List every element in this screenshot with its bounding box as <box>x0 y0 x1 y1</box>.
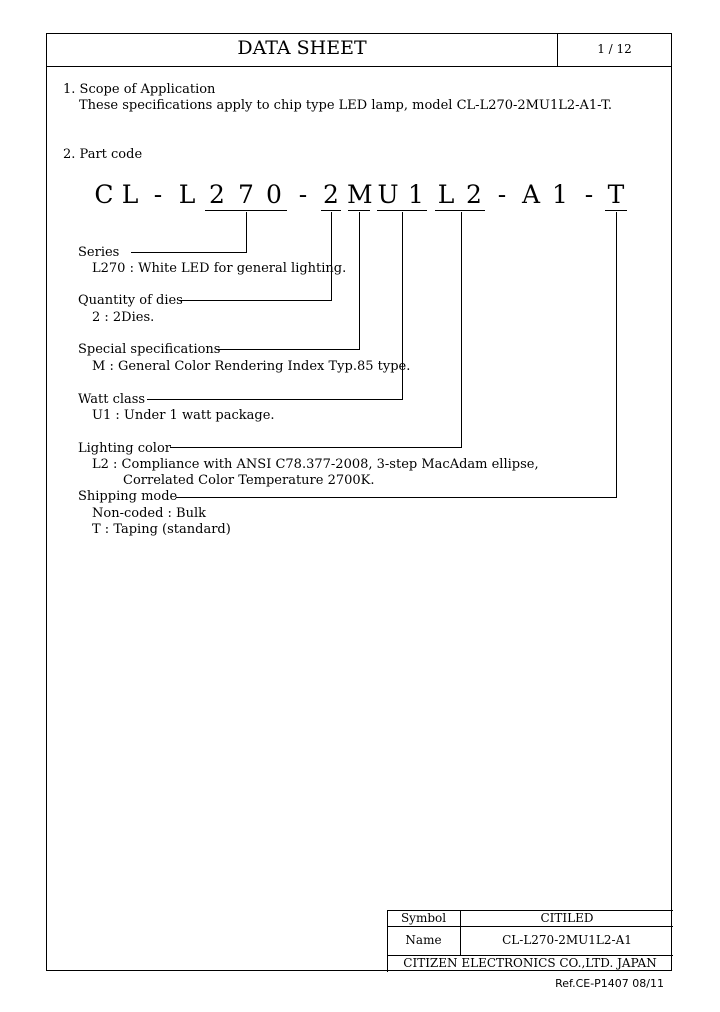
reference-code: Ref.CE-P1407 08/11 <box>555 977 664 990</box>
part-char: 2 <box>323 180 339 209</box>
part-char: - <box>497 180 507 209</box>
leader-special-v <box>359 212 360 349</box>
leader-color-v <box>461 212 462 447</box>
field-desc-special: M : General Color Rendering Index Typ.85 type. <box>92 359 411 374</box>
underline-watt <box>377 210 427 211</box>
part-char: L <box>437 180 455 209</box>
section-1-body: These specifications apply to chip type LED lamp, model CL-L270-2MU1L2-A1-T. <box>79 98 612 113</box>
leader-special-h <box>216 349 360 350</box>
leader-series-h <box>131 252 247 253</box>
part-char: A <box>521 180 541 209</box>
part-char: L <box>121 180 139 209</box>
leader-shipping-h <box>176 497 617 498</box>
leader-color-h <box>170 447 462 448</box>
tb-row-divider-1 <box>387 926 673 927</box>
part-char: L <box>178 180 196 209</box>
company-name: CITIZEN ELECTRONICS CO.,LTD. JAPAN <box>403 956 657 970</box>
field-desc-color: L2 : Compliance with ANSI C78.377-2008, 3-step MacAdam ellipse, <box>92 457 539 472</box>
part-char: 0 <box>266 180 282 209</box>
section-1-heading: 1. Scope of Application <box>63 82 216 97</box>
name-label: Name <box>405 933 442 947</box>
part-char: M <box>347 180 373 209</box>
part-char: - <box>584 180 594 209</box>
part-char: - <box>298 180 308 209</box>
part-char: 7 <box>238 180 254 209</box>
part-char: 2 <box>466 180 482 209</box>
leader-dies-v <box>331 212 332 300</box>
underline-color <box>435 210 485 211</box>
part-char: T <box>607 180 625 209</box>
field-desc-shipping: Non-coded : Bulk <box>92 506 207 521</box>
name-value: CL-L270-2MU1L2-A1 <box>502 933 632 947</box>
symbol-label: Symbol <box>400 911 447 925</box>
symbol-value: CITILED <box>540 911 594 925</box>
part-char: 1 <box>408 180 424 209</box>
field-name-shipping: Shipping mode <box>78 489 178 504</box>
part-char: - <box>153 180 163 209</box>
part-char: 2 <box>209 180 225 209</box>
title-block <box>387 910 673 972</box>
leader-series-v <box>246 212 247 252</box>
field-name-special: Special specifications <box>78 342 221 357</box>
underline-shipping <box>605 210 627 211</box>
underline-series <box>205 210 287 211</box>
field-desc-watt: U1 : Under 1 watt package. <box>92 408 275 423</box>
field-desc-dies: 2 : 2Dies. <box>92 310 155 325</box>
part-char: C <box>94 180 114 209</box>
field-name-series: Series <box>78 245 120 260</box>
field-name-watt: Watt class <box>78 392 146 407</box>
field-desc-series: L270 : White LED for general lighting. <box>92 261 347 276</box>
underline-dies <box>321 210 341 211</box>
page-title: DATA SHEET <box>237 37 367 59</box>
leader-dies-h <box>179 300 332 301</box>
underline-special <box>348 210 370 211</box>
part-char: U <box>377 180 399 209</box>
field-desc-color-2: Correlated Color Temperature 2700K. <box>123 473 375 488</box>
leader-watt-h <box>147 399 403 400</box>
page-number: 1 / 12 <box>597 42 632 56</box>
field-desc-shipping-2: T : Taping (standard) <box>92 522 231 537</box>
section-2-heading: 2. Part code <box>63 147 143 162</box>
field-name-dies: Quantity of dies <box>78 293 183 308</box>
header <box>47 34 671 67</box>
part-char: 1 <box>552 180 568 209</box>
leader-shipping-v <box>616 212 617 497</box>
field-name-color: Lighting color <box>78 441 171 456</box>
